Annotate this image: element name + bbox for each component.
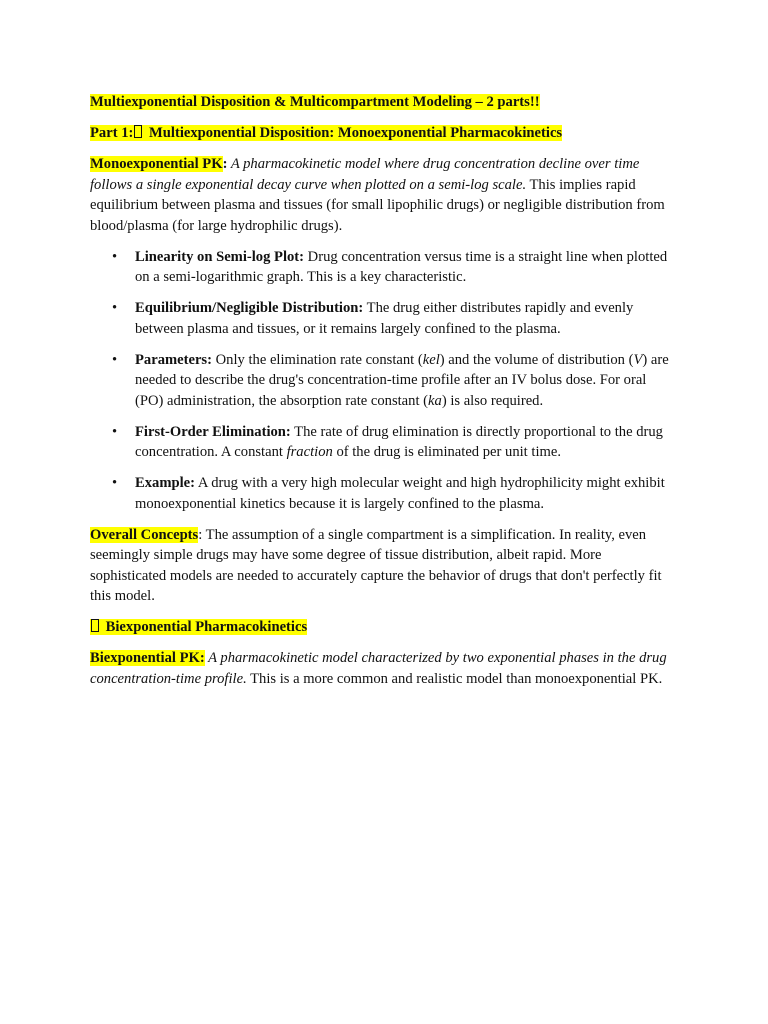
monoexponential-term: Monoexponential PK [90, 156, 223, 172]
list-item-text: Drug concentration versus time is a straight line when plotted on a semi-logarithmic graph. This is a key characteristic. [135, 248, 668, 285]
list-item-text: ) are needed to describe the drug's concentration-time profile after an IV bolus dose. For oral (PO) administration, the absorption rate constant ( [135, 351, 669, 409]
list-item [90, 473, 670, 514]
title-text: Multiexponential Disposition & Multicompartment Modeling – 2 parts!! [90, 94, 540, 110]
list-item-label: Parameters: [135, 351, 212, 368]
monoexponential-paragraph [90, 154, 670, 236]
list-item-text: ) and the volume of distribution ( [439, 351, 634, 368]
list-item-text: The rate of drug elimination is directly proportional to the drug concentration. A constant [135, 423, 663, 460]
part1-heading-highlight [90, 125, 562, 141]
list-item-label: Equilibrium/Negligible Distribution: [135, 300, 364, 316]
bullet-icon: • [112, 300, 118, 316]
biexponential-definition: A pharmacokinetic model characterized by two exponential phases in the drug concentration-time profile. [90, 650, 667, 687]
list-item-label: Linearity on Semi-log Plot: [135, 248, 305, 265]
list-item-text: The drug either distributes rapidly and evenly between plasma and tissues, or it remains largely confined to the plasma. [135, 300, 634, 337]
characteristics-list [90, 247, 670, 515]
document-page [90, 92, 670, 700]
list-item [90, 247, 670, 288]
biexponential-term: Biexponential PK: [90, 650, 205, 666]
list-item-text: Only the elimination rate constant ( [211, 351, 423, 368]
ka-term: ka [428, 392, 442, 409]
bullet-icon: • [112, 248, 118, 265]
list-item [90, 350, 670, 412]
bullet-icon: • [112, 423, 118, 440]
part1-prefix: Part 1: [90, 125, 134, 141]
bullet-icon: • [112, 351, 118, 368]
missing-glyph-icon [134, 125, 142, 138]
part1-heading [90, 123, 670, 144]
list-item-label: First-Order Elimination: [135, 423, 291, 440]
monoexponential-rest: This implies rapid equilibrium between plasma and tissues (for small lipophilic drugs) or negligible distribution from blood/plasma (for large hydrophilic drugs). [90, 176, 665, 234]
v-term: V [633, 351, 643, 368]
document-title [90, 92, 670, 113]
part1-heading-text: Multiexponential Disposition: Monoexponential Pharmacokinetics [145, 125, 563, 141]
biexponential-rest: This is a more common and realistic model than monoexponential PK. [246, 670, 663, 687]
monoexponential-colon: : [222, 156, 228, 172]
monoexponential-definition: A pharmacokinetic model where drug concentration decline over time follows a single exponential decay curve when plotted on a semi-log scale. [90, 156, 640, 193]
overall-concepts-paragraph [90, 525, 670, 607]
biexponential-heading-highlight [90, 619, 307, 635]
list-item [90, 422, 670, 463]
overall-concepts-text: : The assumption of a single compartment is a simplification. In reality, even seemingly simple drugs may have some degree of tissue distribution, albeit rapid. More sophisticated models are needed to accurately capture the behavior of drugs that don't perfectly fit this model. [90, 526, 662, 604]
fraction-term: fraction [286, 444, 333, 460]
missing-glyph-icon [91, 619, 99, 632]
list-item-text: of the drug is eliminated per unit time. [332, 444, 561, 460]
overall-concepts-term: Overall Concepts [90, 526, 199, 543]
biexponential-paragraph [90, 648, 670, 689]
list-item-text: ) is also required. [441, 392, 544, 409]
biexponential-heading-text: Biexponential Pharmacokinetics [102, 619, 308, 635]
list-item-text: A drug with a very high molecular weight and high hydrophilicity might exhibit monoexponential kinetics because it is largely confined to the plasma. [135, 475, 665, 512]
list-item-label: Example: [135, 475, 195, 491]
kel-term: kel [422, 351, 440, 368]
biexponential-heading [90, 617, 670, 638]
list-item [90, 298, 670, 339]
bullet-icon: • [112, 475, 118, 491]
